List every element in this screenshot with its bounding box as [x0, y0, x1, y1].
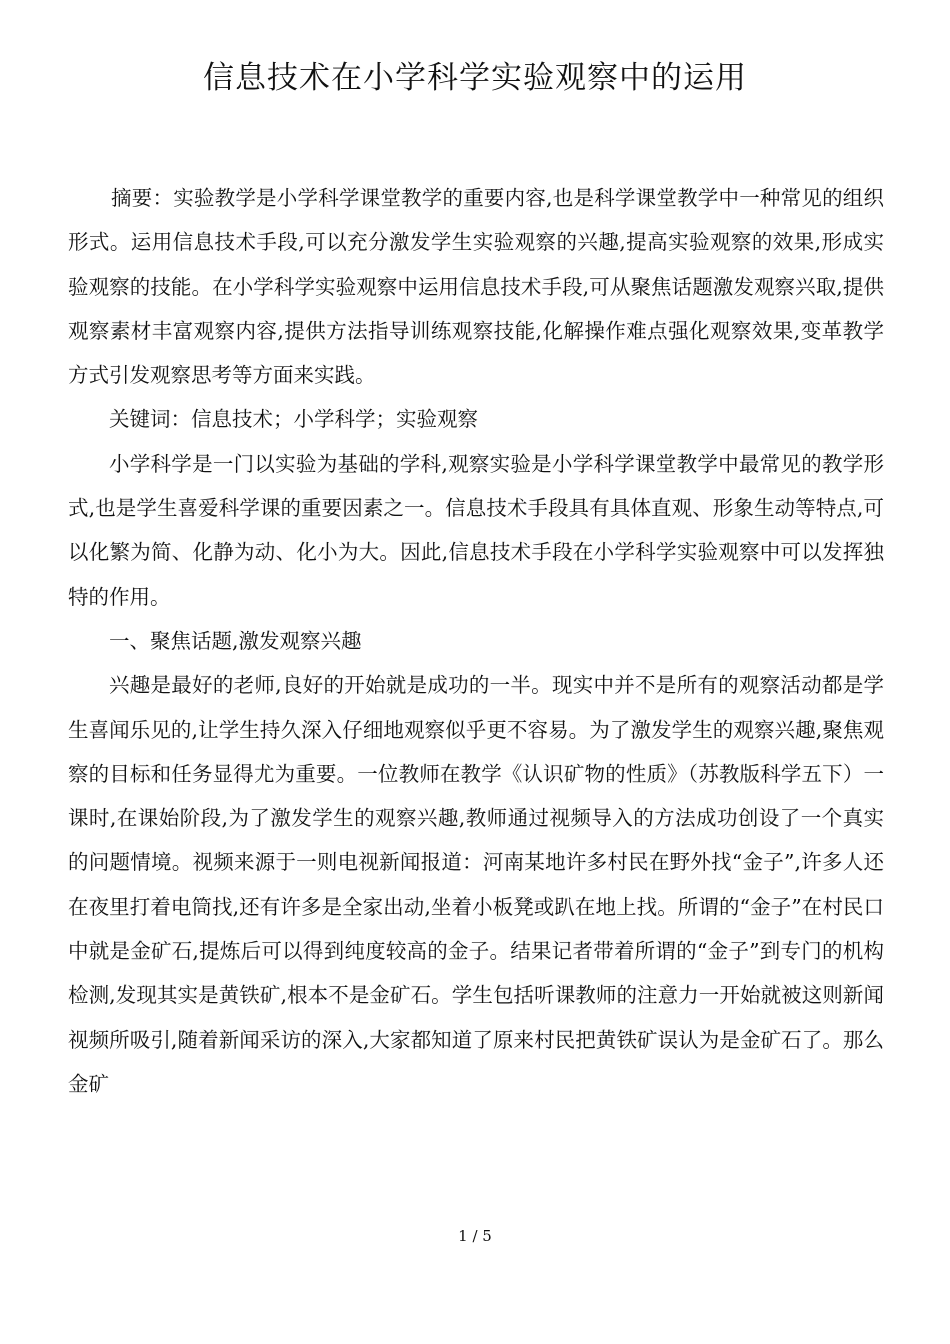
intro-paragraph: 小学科学是一门以实验为基础的学科,观察实验是小学科学课堂教学中最常见的教学形式,也是学生喜爱科学课的重要因素之一。信息技术手段具有具体直观、形象生动等特点,可以化繁为简、化静为动、化小为大。因此,信息技术手段在小学科学实验观察中可以发挥独特的作用。 — [68, 451, 884, 609]
keywords-paragraph: 关键词：信息技术；小学科学；实验观察 — [109, 407, 478, 432]
section-heading: 一、聚焦话题,激发观察兴趣 — [109, 628, 362, 653]
page-number: 1 / 5 — [458, 1227, 492, 1245]
section-paragraph: 兴趣是最好的老师,良好的开始就是成功的一半。现实中并不是所有的观察活动都是学生喜闻乐见的,让学生持久深入仔细地观察似乎更不容易。为了激发学生的观察兴趣,聚焦观察的目标和任务显得尤为重要。一位教师在教学《认识矿物的性质》（苏教版科学五下）一课时,在课始阶段,为了激发学生的观察兴趣,教师通过视频导入的方法成功创设了一个真实的问题情境。视频来源于一则电视新闻报道：河南某地许多村民在野外找“金子”,许多人还在夜里打着电筒找,还有许多是全家出动,坐着小板凳或趴在地上找。所谓的“金子”在村民口中就是金矿石,提炼后可以得到纯度较高的金子。结果记者带着所谓的“金子”到专门的机构检测,发现其实是黄铁矿,根本不是金矿石。学生包括听课教师的注意力一开始就被这则新闻视频所吸引,随着新闻采访的深入,大家都知道了原来村民把黄铁矿误认为是金矿石了。那么金矿 — [68, 673, 884, 1096]
abstract-paragraph: 摘要：实验教学是小学科学课堂教学的重要内容,也是科学课堂教学中一种常见的组织形式。运用信息技术手段,可以充分激发学生实验观察的兴趣,提高实验观察的效果,形成实验观察的技能。在小学科学实验观察中运用信息技术手段,可从聚焦话题激发观察兴取,提供观察素材丰富观察内容,提供方法指导训练观察技能,化解操作难点强化观察效果,变革教学方式引发观察思考等方面来实践。 — [68, 186, 884, 388]
document-title: 信息技术在小学科学实验观察中的运用 — [203, 60, 747, 96]
document-body — [68, 176, 884, 1106]
